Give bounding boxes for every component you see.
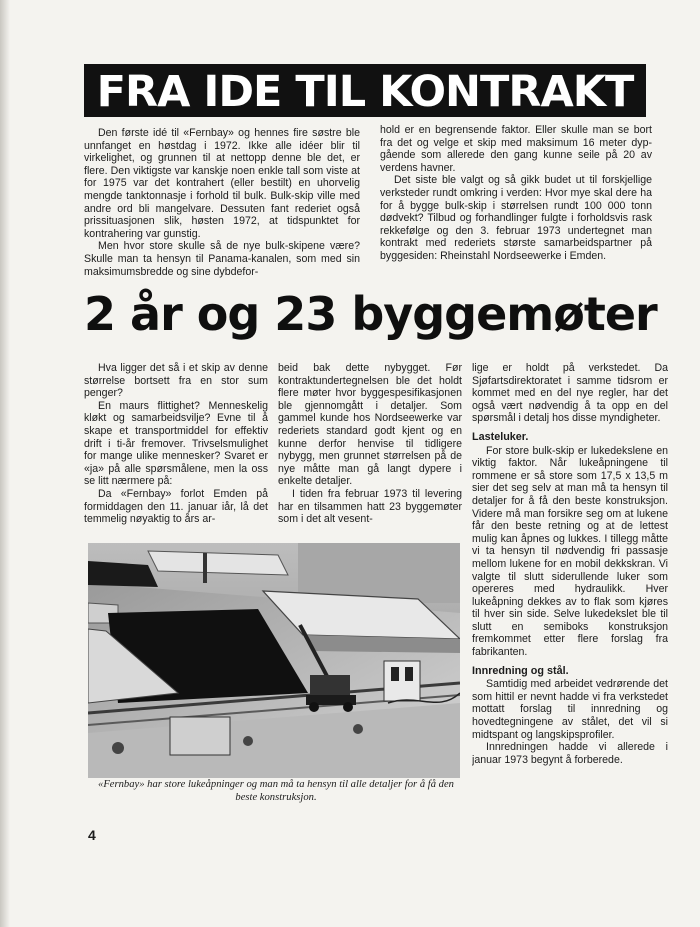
body-paragraph: beid bak dette nybygget. Før kontraktundertegnelsen ble det holdt flere møter hvor byggespesifikasjonen ble gjennomgått i detaljer. Som gammel kunde hos Nordseewerke var rederiets standard godt kjent og en kunne derfor henvise til tidligere nybygg, men grunnet størrelsen på de nye måtte man gå langt dypere i enkelte detaljer. <box>278 362 462 488</box>
body-column-2 <box>278 362 462 534</box>
body-column-1 <box>84 362 268 534</box>
ship-deck-photo-drawing <box>88 543 460 778</box>
intro-paragraph: Det siste ble valgt og så gikk budet ut til forskjellige verksteder rundt omkring i verden: Hvor mye skal dere ha for å bygge bulk-skip i størrelsen rundt 100 000 tonn dødvekt? Tilbud og forhandlinger fulgte i forholdsvis rask rekkefølge og den 3. februar 1973 undertegnet man kontrakt med rederiets største samarbeidspartner på byggesiden: Rheinstahl Nordseewerke i Emden. <box>380 174 652 262</box>
body-paragraph: For store bulk-skip er lukedekslene en viktig faktor. Når lukeåpningene til rommene er så store som 17,5 x 13,5 m sier det seg selv at man må ta hensyn til detaljer for å få den beste konstruksjon. Videre må man forsikre seg om at lukene får den beste retning og at de lettest mulig kan åpnes og lukkes. I tillegg måtte vi ta hensyn til nødvendig fri passasje mellom lukene for en mobil dekkskran. Vi valgte til slutt siderullende luker som opereres med hydraulikk. Hver lukeåpning dekkes av to flak som kjøres til hver sin side. Selve lukedekslet ble til slutt en semiboks konstruksjon fremkommet etter flere forslag fra fabrikanten. <box>472 444 668 659</box>
intro-paragraph: Men hvor store skulle så de nye bulk-skipene være? Skulle man ta hensyn til Panama-kanalen, som med sin maksimumsbredde og sine dybdefor- <box>84 240 360 278</box>
body-paragraph: Samtidig med arbeidet vedrørende det som hittil er nevnt hadde vi fra verkstedet mottatt forslag til innredning og hovedtegningene av stålet, det vil si midtspant og langskipsprofiler. <box>472 678 668 741</box>
section-heading-innredning: Innredning og stål. <box>472 664 569 677</box>
intro-paragraph: Den første idé til «Fernbay» og hennes fire søstre ble unnfanget en høstdag i 1972. Ikke alle idéer blir til virkelighet, og grunnen til at nettopp denne ble det, er flere. Den viktigste var kanskje noen enkle tall som viste at for 1975 var det kontrahert (eller bestilt) en uhorvelig mengde tanktonnasje i forhold til bulk. Bulk-skip ville med andre ord bli mangelvare. Dessuten fant rederiet også prissituasjonen slik, høsten 1972, at tidspunktet for kontrahering var gunstig. <box>84 127 360 240</box>
body-paragraph: Da «Fernbay» forlot Emden på formiddagen den 11. januar iår, lå det temmelig nøyaktig to års ar- <box>84 487 268 526</box>
body-paragraph: lige er holdt på verkstedet. Da Sjøfartsdirektoratet i samme tidsrom er kommet med en del nye regler, har det også vært nødvendig å ta opp en del spørsmål i detalj hos disse myndigheter. <box>472 362 668 425</box>
page-number: 4 <box>88 827 96 843</box>
intro-paragraph: hold er en begrensende faktor. Eller skulle man se bort fra det og velge et skip med maksimum 16 meter dyp-gående som allerede den gang kunne seile på 20 av verdens havner. <box>380 124 652 174</box>
photo-caption: «Fernbay» har store lukeåpninger og man må ta hensyn til alle detaljer for å få den beste konstruksjon. <box>98 779 454 803</box>
intro-column-1 <box>84 127 360 282</box>
ship-deck-photo <box>88 543 460 778</box>
body-paragraph: Innredningen hadde vi allerede i januar 1973 begynt å forberede. <box>472 741 668 766</box>
body-column-3 <box>472 362 668 832</box>
banner-title: FRA IDE TIL KONTRAKT <box>84 64 646 117</box>
headline: 2 år og 23 byggemøter <box>84 287 657 341</box>
body-paragraph: I tiden fra februar 1973 til levering har en tilsammen hatt 23 byggemøter som i det alt vesent- <box>278 487 462 526</box>
intro-column-2 <box>380 124 652 266</box>
body-paragraph: Hva ligger det så i et skip av denne størrelse bortsett fra en stor sum penger? <box>84 362 268 400</box>
page-edge <box>0 0 10 927</box>
section-heading-lasteluker: Lasteluker. <box>472 430 529 443</box>
body-paragraph: En maurs flittighet? Menneskelig kløkt og samarbeidsvilje? Evne til å skape et transportmiddel for effektiv drift i ti-år fremover. Trivselsmulighet for mange ulike mennesker? Svaret er «ja» på alle spørsmålene, men la oss se litt nærmere på: <box>84 399 268 488</box>
